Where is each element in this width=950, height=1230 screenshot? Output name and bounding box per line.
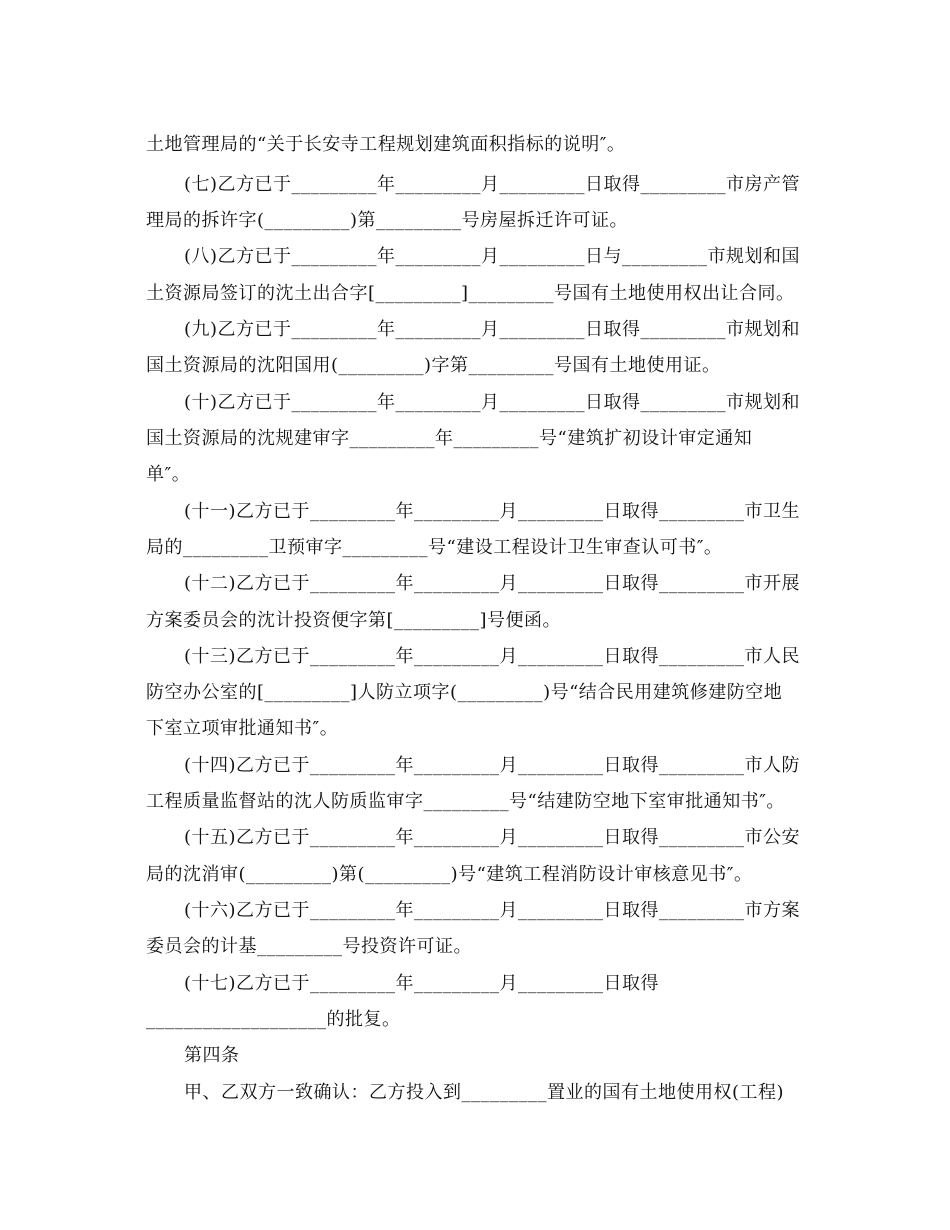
text-line: (十二)乙方已于_________年_________月_________日取得_________市开展 xyxy=(184,573,801,594)
text-line: (九)乙方已于_________年_________月_________日取得_________市规划和 xyxy=(184,319,801,340)
text-line: 局的沈消审(_________)第(_________)号“建筑工程消防设计审核意见书″。 xyxy=(146,864,753,885)
text-line: (十三)乙方已于_________年_________月_________日取得_________市人民 xyxy=(184,646,801,667)
text-line: 方案委员会的沈计投资便字第[_________]号便函。 xyxy=(146,610,562,631)
text-line: (八)乙方已于_________年_________月_________日与_________市规划和国 xyxy=(184,246,801,267)
text-line: 防空办公室的[_________]人防立项字(_________)号“结合民用建筑修建防空地 xyxy=(146,682,783,703)
text-line: 国土资源局的沈规建审字_________年_________号“建筑扩初设计审定通知 xyxy=(146,428,753,449)
text-line: (十六)乙方已于_________年_________月_________日取得_________市方案 xyxy=(184,900,801,921)
section-heading: 第四条 xyxy=(184,1045,240,1066)
text-line: 甲、乙双方一致确认：乙方投入到_________置业的国有土地使用权(工程) xyxy=(184,1082,785,1103)
text-line: 理局的拆许字(_________)第_________号房屋拆迁许可证。 xyxy=(146,210,629,231)
text-line: 下室立项审批通知书″。 xyxy=(146,718,339,739)
text-line: 单″。 xyxy=(146,464,191,485)
text-line: (十四)乙方已于_________年_________月_________日取得_________市人防 xyxy=(184,755,801,776)
text-line: (十)乙方已于_________年_________月_________日取得_________市规划和 xyxy=(184,392,801,413)
text-line: (七)乙方已于_________年_________月_________日取得_________市房产管 xyxy=(184,174,801,195)
text-line: 局的_________卫预审字_________号“建设工程设计卫生审查认可书″。 xyxy=(146,537,723,558)
text-line: 工程质量监督站的沈人防质监审字_________号“结建防空地下室审批通知书″。 xyxy=(146,791,785,812)
text-line: ___________________的批复。 xyxy=(146,1009,401,1030)
text-line: 委员会的计基_________号投资许可证。 xyxy=(146,936,472,957)
text-line: (十一)乙方已于_________年_________月_________日取得_________市卫生 xyxy=(184,501,801,522)
text-line: (十七)乙方已于_________年_________月_________日取得 xyxy=(184,973,660,994)
text-line: 土地管理局的“关于长安寺工程规划建筑面积指标的说明″。 xyxy=(146,134,626,155)
text-line: 土资源局签订的沈土出合字[_________]_________号国有土地使用权出让合同。 xyxy=(146,283,795,304)
text-line: (十五)乙方已于_________年_________月_________日取得_________市公安 xyxy=(184,827,801,848)
text-line: 国土资源局的沈阳国用(_________)字第_________号国有土地使用证。 xyxy=(146,355,721,376)
